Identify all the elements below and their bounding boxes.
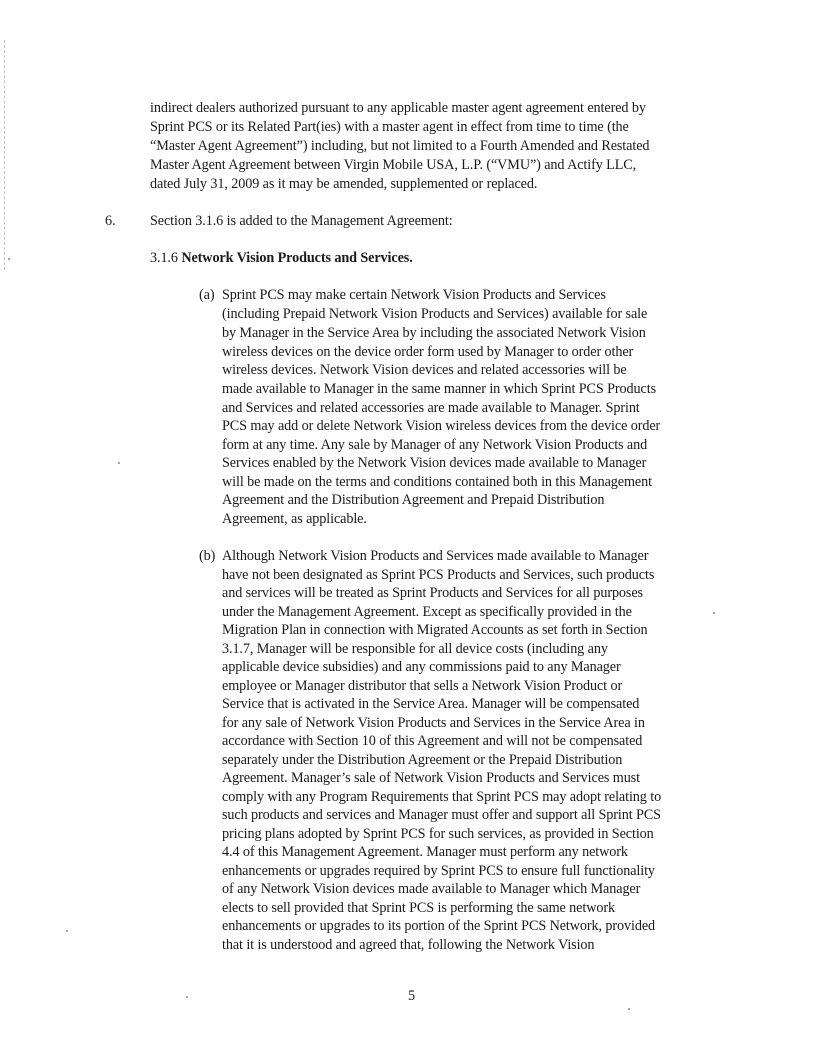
paragraph-label: (a) xyxy=(199,287,215,303)
intro-line: indirect dealers authorized pursuant to any applicable master agent agreement entered by xyxy=(150,100,646,116)
paragraph-line: (including Prepaid Network Vision Products and Services) available for sale xyxy=(222,306,648,322)
paragraph-line: such products and services and Manager must offer and support all Sprint PCS xyxy=(222,807,661,823)
paragraph-line: applicable device subsidies) and any commissions paid to any Manager xyxy=(222,659,621,675)
paragraph-line: Services enabled by the Network Vision devices made available to Manager xyxy=(222,455,647,471)
section-heading-title: Network Vision Products and Services. xyxy=(181,250,413,266)
paragraph-line: comply with any Program Requirements that Sprint PCS may adopt relating to xyxy=(222,789,662,805)
paragraph-line: Agreement, as applicable. xyxy=(222,511,367,527)
paragraph-line: that it is understood and agreed that, following the Network Vision xyxy=(222,937,595,953)
paragraph-line: 4.4 of this Management Agreement. Manager must perform any network xyxy=(222,844,628,860)
paragraph-line: Sprint PCS may make certain Network Vision Products and Services xyxy=(222,287,606,303)
item-text: Section 3.1.6 is added to the Management Agreement: xyxy=(150,213,453,229)
item-number: 6. xyxy=(105,213,116,229)
paragraph-line: and Services and related accessories are made available to Manager. Sprint xyxy=(222,400,640,416)
paragraph-line: pricing plans adopted by Sprint PCS for such services, as provided in Section xyxy=(222,826,654,842)
paragraph-line: accordance with Section 10 of this Agreement and will not be compensated xyxy=(222,733,643,749)
paragraph-line: by Manager in the Service Area by including the associated Network Vision xyxy=(222,325,646,341)
paragraph-line: Agreement. Manager’s sale of Network Vision Products and Services must xyxy=(222,770,640,786)
paragraph-line: enhancements or upgrades to its portion of the Sprint PCS Network, provided xyxy=(222,918,656,934)
paragraph-line: and services will be treated as Sprint Products and Services for all purposes xyxy=(222,585,643,601)
paragraph-line: separately under the Distribution Agreement or the Prepaid Distribution xyxy=(222,752,623,768)
page-number: 5 xyxy=(408,988,415,1004)
paragraph-line: of any Network Vision devices made available to Manager which Manager xyxy=(222,881,641,897)
section-heading-number: 3.1.6 xyxy=(150,250,182,266)
scan-speck xyxy=(8,258,10,260)
paragraph-line: elects to sell provided that Sprint PCS is performing the same network xyxy=(222,900,615,916)
paragraph-line: enhancements or upgrades required by Sprint PCS to ensure full functionality xyxy=(222,863,655,879)
paragraph-line: PCS may add or delete Network Vision wireless devices from the device order xyxy=(222,418,661,434)
scan-speck xyxy=(118,462,120,464)
paragraph-line: form at any time. Any sale by Manager of any Network Vision Products and xyxy=(222,437,648,453)
paragraph-line: Although Network Vision Products and Services made available to Manager xyxy=(222,548,649,564)
paragraph-line: for any sale of Network Vision Products and Services in the Service Area in xyxy=(222,715,645,731)
scan-speck xyxy=(628,1008,630,1010)
scan-speck xyxy=(713,612,715,614)
intro-line: “Master Agent Agreement”) including, but not limited to a Fourth Amended and Restated xyxy=(150,138,650,154)
paragraph-line: Agreement and the Distribution Agreement and Prepaid Distribution xyxy=(222,492,605,508)
paragraph-line: employee or Manager distributor that sells a Network Vision Product or xyxy=(222,678,623,694)
paragraph-line: will be made on the terms and conditions contained both in this Management xyxy=(222,474,652,490)
scan-speck xyxy=(186,996,188,998)
intro-line: dated July 31, 2009 as it may be amended, supplemented or replaced. xyxy=(150,176,538,192)
intro-line: Sprint PCS or its Related Part(ies) with a master agent in effect from time to time (the xyxy=(150,119,629,135)
paragraph-line: wireless devices. Network Vision devices and related accessories will be xyxy=(222,362,627,378)
paragraph-line: wireless devices on the device order form used by Manager to order other xyxy=(222,344,634,360)
section-heading xyxy=(150,249,413,267)
paragraph-line: Migration Plan in connection with Migrated Accounts as set forth in Section xyxy=(222,622,648,638)
scan-artifact-margin xyxy=(4,40,7,270)
paragraph-label: (b) xyxy=(199,548,216,564)
paragraph-line: Service that is activated in the Service Area. Manager will be compensated xyxy=(222,696,640,712)
paragraph-line: 3.1.7, Manager will be responsible for all device costs (including any xyxy=(222,641,608,657)
intro-line: Master Agent Agreement between Virgin Mobile USA, L.P. (“VMU”) and Actify LLC, xyxy=(150,157,637,173)
paragraph-line: made available to Manager in the same manner in which Sprint PCS Products xyxy=(222,381,656,397)
paragraph-line: under the Management Agreement. Except as specifically provided in the xyxy=(222,604,632,620)
paragraph-line: have not been designated as Sprint PCS Products and Services, such products xyxy=(222,567,655,583)
scan-speck xyxy=(66,930,68,932)
